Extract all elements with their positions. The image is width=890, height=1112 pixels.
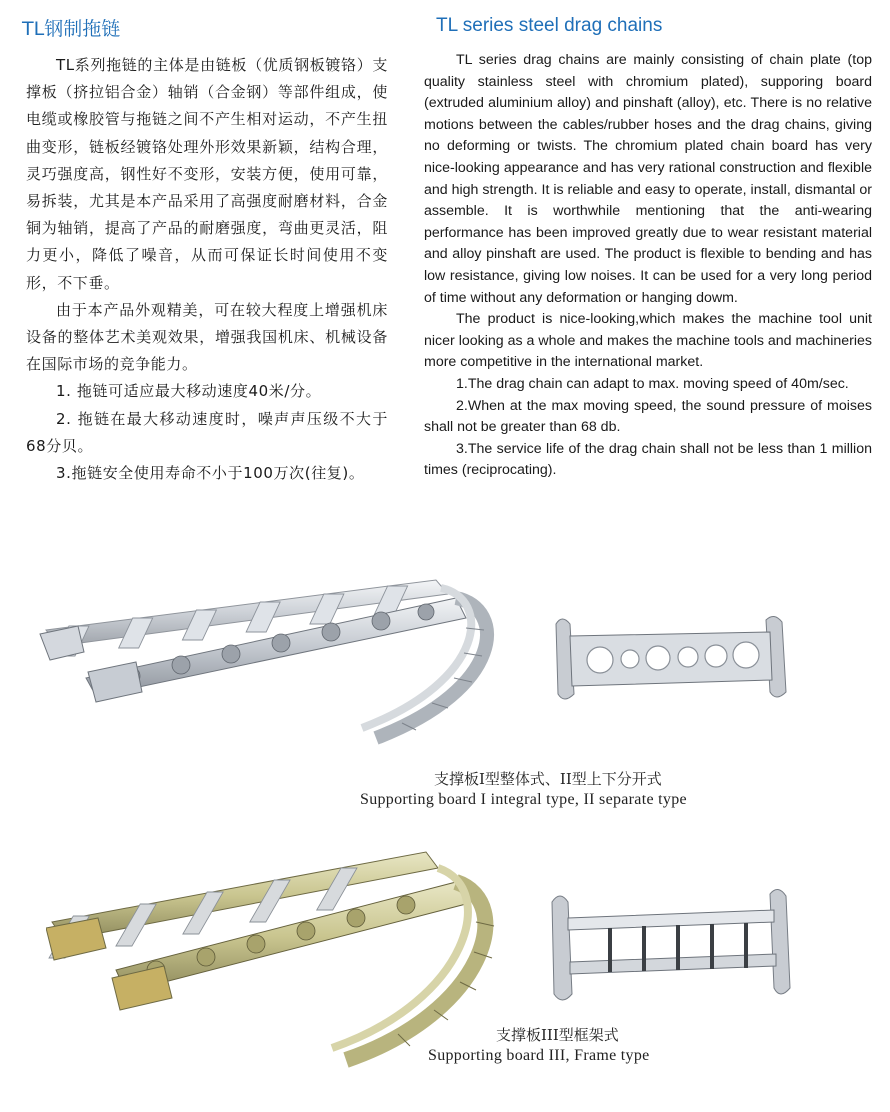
english-body [424,50,872,482]
en-item-2: 2.When at the max moving speed, the sound pressure of moises shall not be greater than 68 db. [424,397,872,436]
chinese-body [26,52,388,487]
cn-paragraph-2: 由于本产品外观精美，可在较大程度上增强机床设备的整体艺术美观效果，增强我国机床、机械设备在国际市场的竞争能力。 [26,300,388,374]
caption-bottom-en [428,1046,650,1065]
caption-bottom-cn: 支撑板III型框架式 [496,1026,619,1044]
steel-drag-chain-image [36,568,506,748]
zinc-drag-chain-image [46,842,506,1072]
english-title: TL series steel drag chains [436,15,663,36]
cn-item-2: 2. 拖链在最大移动速度时，噪声声压级不大于68分贝。 [26,409,388,455]
support-board-frame-image [548,888,798,1008]
support-board-integral-image [552,614,792,704]
caption-top-en [360,790,687,809]
cn-item-3: 3.拖链安全使用寿命不小于100万次(往复)。 [56,464,365,483]
en-item-1: 1.The drag chain can adapt to max. moving speed of 40m/sec. [456,375,849,392]
en-item-3: 3.The service life of the drag chain shall not be less than 1 million times (reciprocating). [424,440,872,479]
en-paragraph-2: The product is nice-looking,which makes the machine tool unit nicer looking as a whole and makes the machine tools and machineries more competitive in the international market. [424,311,872,371]
caption-top-en-text: Supporting board I integral type, II separate type [360,791,687,808]
cn-item-1: 1. 拖链可适应最大移动速度40米/分。 [56,382,322,401]
chinese-title: TL钢制拖链 [22,18,121,40]
caption-bottom-en-text: Supporting board III, Frame type [428,1047,650,1064]
en-paragraph-1: TL series drag chains are mainly consisting of chain plate (top quality stainless steel with chromium plated), supporing board (extruded aluminium alloy) and pinshaft (alloy), etc. There is no relative motions between the cables/rubber hoses and the drag chains, giving no deforming or twists. The chromium plated chain board has very nice-looking appearance and has very rational construction and flexible and high strength. It is reliable and easy to operate, install, dismantal or assemble. It is worthwhile mentioning that the anti-wearing performance has been improved greatly due to wear resistant material and alloy pinshaft are used. The product is flexible to bending and has low resistance, giving low noises. It can be used for a very long period of time without any deformation or hanging dowm. [424,52,872,306]
caption-top-cn: 支撑板I型整体式、II型上下分开式 [434,770,662,788]
cn-paragraph-1: TL系列拖链的主体是由链板（优质钢板镀铬）支撑板（挤拉铝合金）轴销（合金钢）等部件组成，使电缆或橡胶管与拖链之间不产生相对运动，不产生扭曲变形，链板经镀铬处理外形效果新颖，结构合理，灵巧强度高，钢性好不变形，安装方便，使用可靠，易拆装，尤其是本产品采用了高强度耐磨材料，合金铜为轴销，提高了产品的耐磨强度，弯曲更灵活，阻力更小，降低了噪音，从而可保证长时间使用不变形，不下垂。 [26,56,388,292]
